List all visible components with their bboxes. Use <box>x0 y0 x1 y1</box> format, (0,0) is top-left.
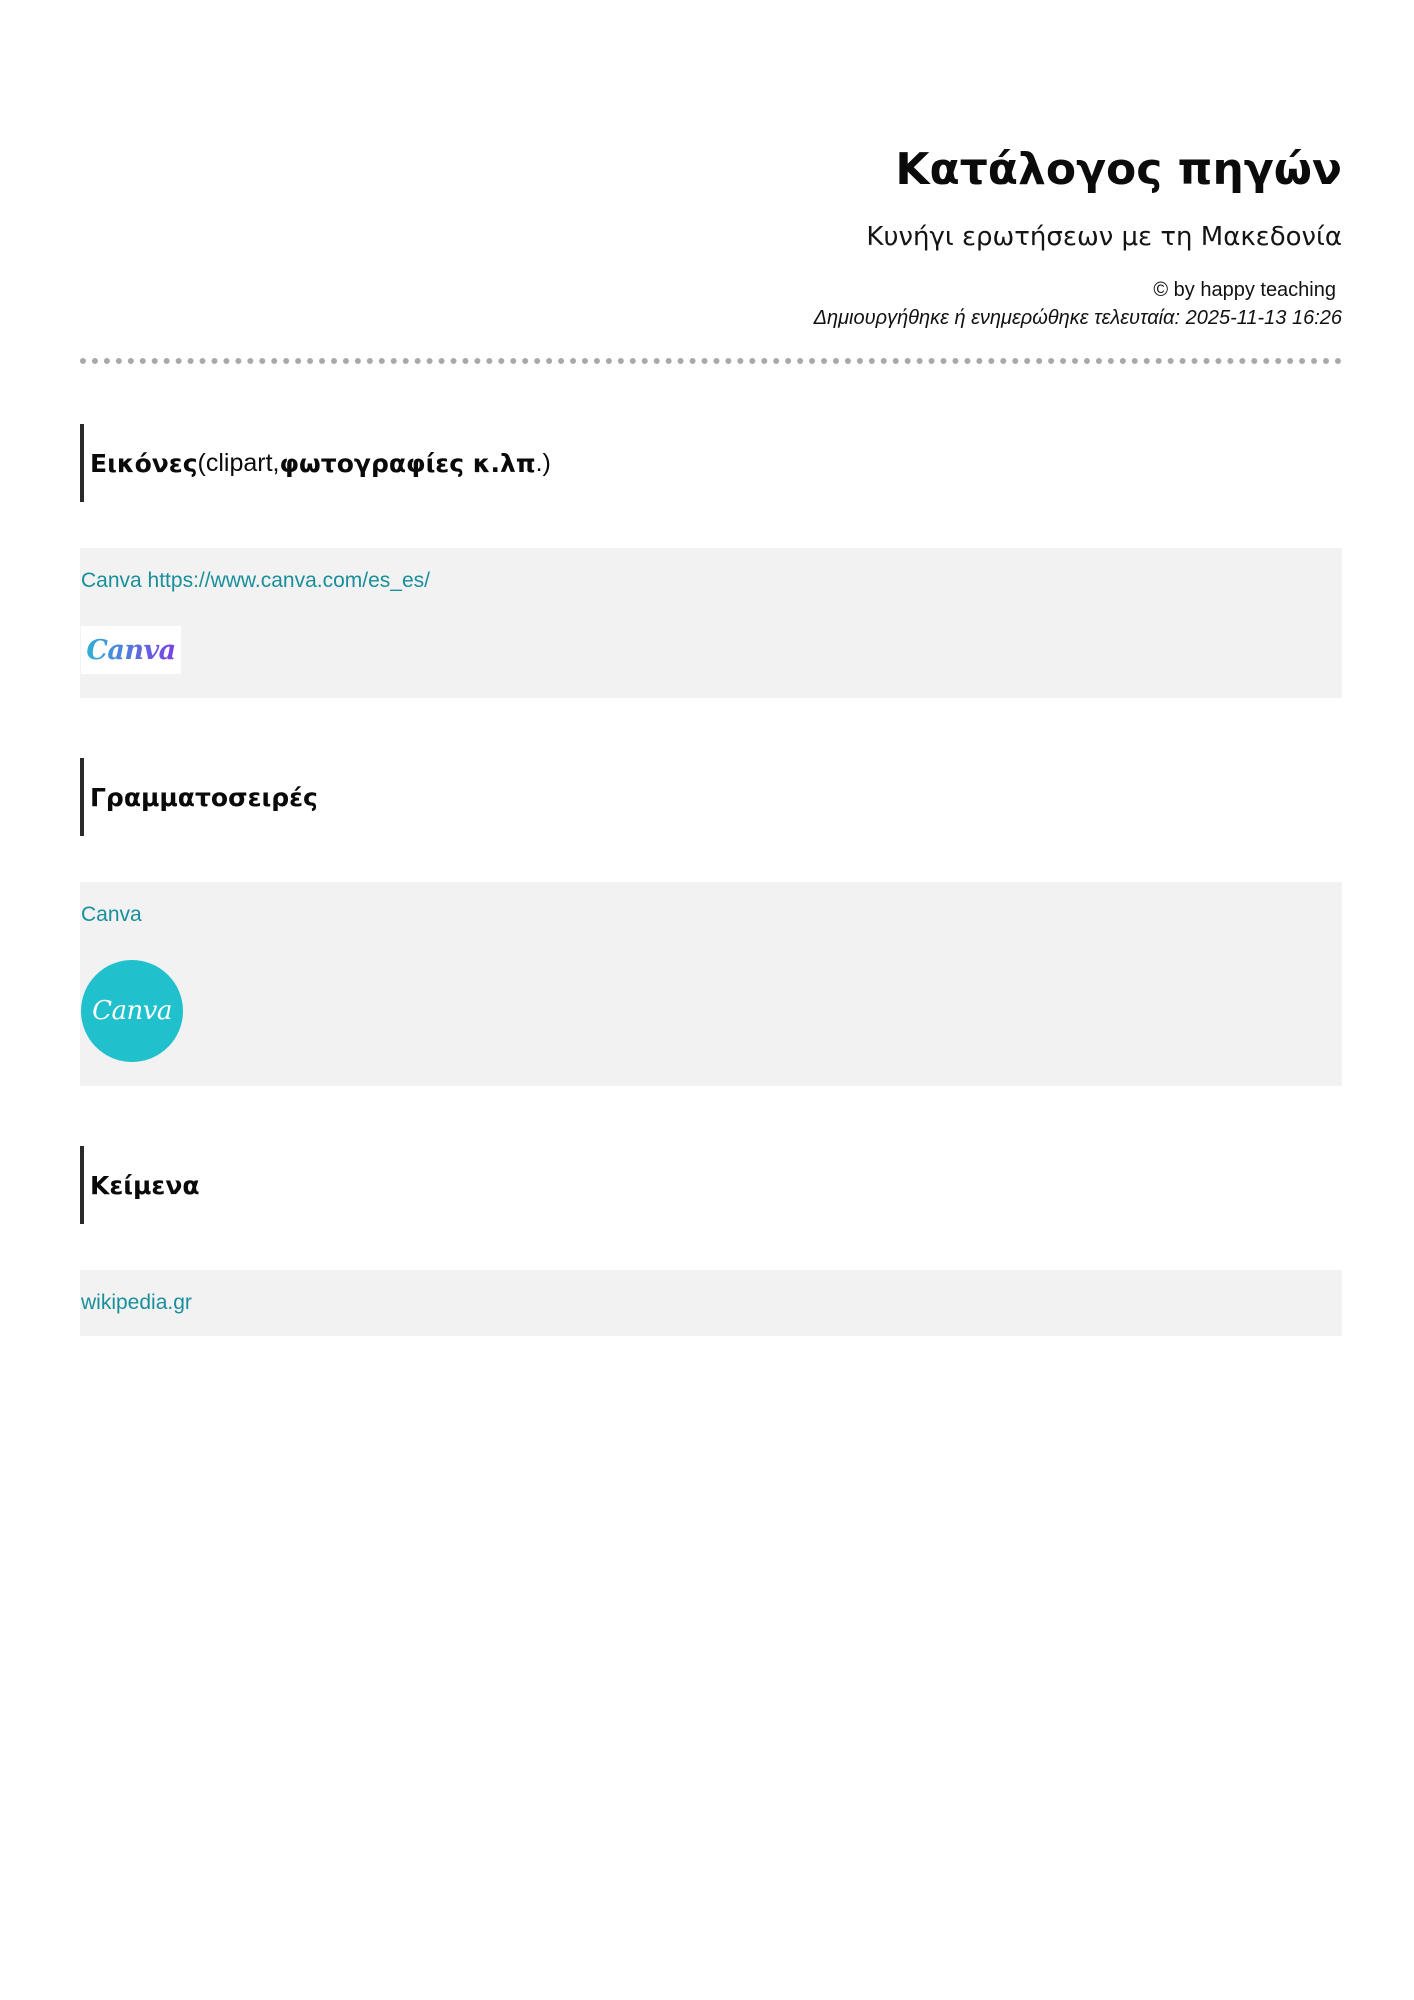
heading-part: φωτογραφίες κ.λπ <box>279 448 536 478</box>
heading-part: (clipart, <box>197 448 280 477</box>
section-heading-fonts: Γραμματοσειρές <box>80 758 1342 836</box>
heading-part: .) <box>535 448 551 477</box>
section-texts <box>80 1146 1342 1336</box>
canva-circle-logo <box>81 960 183 1062</box>
section-body-fonts <box>80 882 1342 1086</box>
section-body-texts <box>80 1270 1342 1336</box>
canva-wordmark-logo <box>81 626 181 674</box>
canva-images-link[interactable]: Canva https://www.canva.com/es_es/ <box>81 569 430 592</box>
canva-logo-text: Canva <box>92 996 172 1026</box>
canva-fonts-link[interactable]: Canva <box>81 903 142 926</box>
section-heading-texts: Κείμενα <box>80 1146 1342 1224</box>
heading-part: Εικόνες <box>90 448 198 478</box>
document-meta <box>80 276 1342 332</box>
document-page <box>80 0 1342 1336</box>
header-divider <box>80 358 1342 364</box>
canva-logo-text: Canva <box>86 634 176 666</box>
page-title: Κατάλογος πηγών <box>895 144 1342 195</box>
section-body-images <box>80 548 1342 698</box>
section-heading-images <box>80 424 1342 502</box>
copyright-text: © by happy teaching <box>1153 279 1336 301</box>
section-fonts <box>80 758 1342 1086</box>
wikipedia-link[interactable]: wikipedia.gr <box>81 1291 192 1314</box>
last-updated-text: Δημιουργήθηκε ή ενημερώθηκε τελευταία: 2025-11-13 16:26 <box>813 307 1342 329</box>
page-subtitle: Κυνήγι ερωτήσεων με τη Μακεδονία <box>866 222 1342 252</box>
section-images <box>80 424 1342 698</box>
document-header <box>80 0 1342 332</box>
